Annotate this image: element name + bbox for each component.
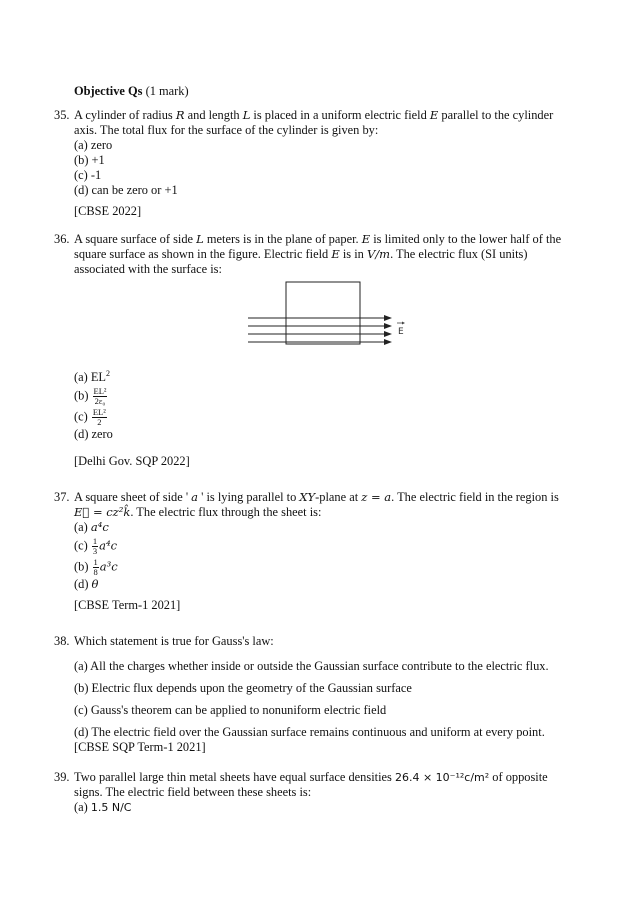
option-c: (c) $\frac{1}{3}$ a⁴c	[74, 536, 118, 556]
question-source: [CBSE SQP Term-1 2021]	[74, 740, 206, 754]
option-b: (b) $\frac{\text{EL²}}{\text{2ε₀}}$	[74, 386, 107, 406]
option-b: (b) Electric flux depends upon the geometry of the Gaussian surface	[74, 681, 412, 695]
question-text-line: Two parallel large thin metal sheets have equal surface densities 26.4 × 10⁻¹²c/m² of opposite	[74, 770, 548, 784]
question-number: 36.	[54, 232, 70, 246]
question-text-line: square surface as shown in the figure. Electric field E is in V/m. The electric flux (SI units)	[74, 247, 528, 261]
field-diagram	[244, 280, 424, 350]
question-text-line: A square surface of side L meters is in the plane of paper. E is limited only to the lower half of the	[74, 232, 562, 246]
option-d: (d) The electric field over the Gaussian surface remains continuous and uniform at every point.	[74, 725, 545, 739]
question-text-line: E⃗ = cz²k̂. The electric flux through the sheet is:	[74, 505, 322, 519]
option-d: (d) can be zero or +1	[74, 183, 178, 197]
option-c: (c) -1	[74, 168, 102, 182]
question-39	[54, 770, 594, 815]
section-heading-rest: (1 mark)	[142, 84, 189, 98]
question-source: [Delhi Gov. SQP 2022]	[74, 454, 190, 468]
field-label: E	[398, 327, 404, 337]
question-38	[54, 634, 594, 755]
question-36	[54, 232, 594, 277]
question-source: [CBSE 2022]	[74, 204, 142, 218]
option-a: (a) zero	[74, 138, 113, 152]
field-arrowheads	[384, 315, 392, 345]
question-text-line: axis. The total flux for the surface of the cylinder is given by:	[74, 123, 379, 137]
question-number: 38.	[54, 634, 70, 648]
question-number: 39.	[54, 770, 70, 784]
section-heading	[74, 84, 189, 99]
option-d: (d) θ	[74, 577, 99, 591]
question-source: [CBSE Term-1 2021]	[74, 598, 181, 612]
question-number: 35.	[54, 108, 70, 122]
option-a: (a) $EL^2$	[74, 368, 110, 384]
question-number: 37.	[54, 490, 70, 504]
question-35	[54, 108, 594, 219]
question-text-line: associated with the surface is:	[74, 262, 222, 276]
option-b: (b) $\frac{1}{8}$ a³c	[74, 557, 118, 577]
option-d: (d) zero	[74, 427, 113, 441]
option-a: (a) All the charges whether inside or outside the Gaussian surface contribute to the electric flux.	[74, 659, 549, 673]
option-c: (c) $\frac{\text{EL²}}{2}$	[74, 407, 106, 427]
option-a: (a) a⁴c	[74, 520, 109, 534]
question-36-options	[54, 370, 594, 469]
question-text-line: Which statement is true for Gauss's law:	[74, 634, 274, 648]
question-text-line: signs. The electric field between these sheets is:	[74, 785, 312, 799]
question-text-line: A cylinder of radius R and length L is placed in a uniform electric field E parallel to the cylinder	[74, 108, 554, 122]
section-heading-bold: Objective Qs	[74, 84, 143, 98]
field-lines	[248, 318, 386, 342]
option-a: (a) 1.5 N/C	[74, 800, 132, 814]
option-b: (b) +1	[74, 153, 105, 167]
square-field-figure	[244, 280, 424, 350]
question-37	[54, 490, 594, 613]
option-c: (c) Gauss's theorem can be applied to nonuniform electric field	[74, 703, 387, 717]
question-text-line: A square sheet of side ' a ' is lying parallel to XY-plane at z = a. The electric field in the region is	[74, 490, 559, 504]
square-surface	[286, 282, 360, 344]
